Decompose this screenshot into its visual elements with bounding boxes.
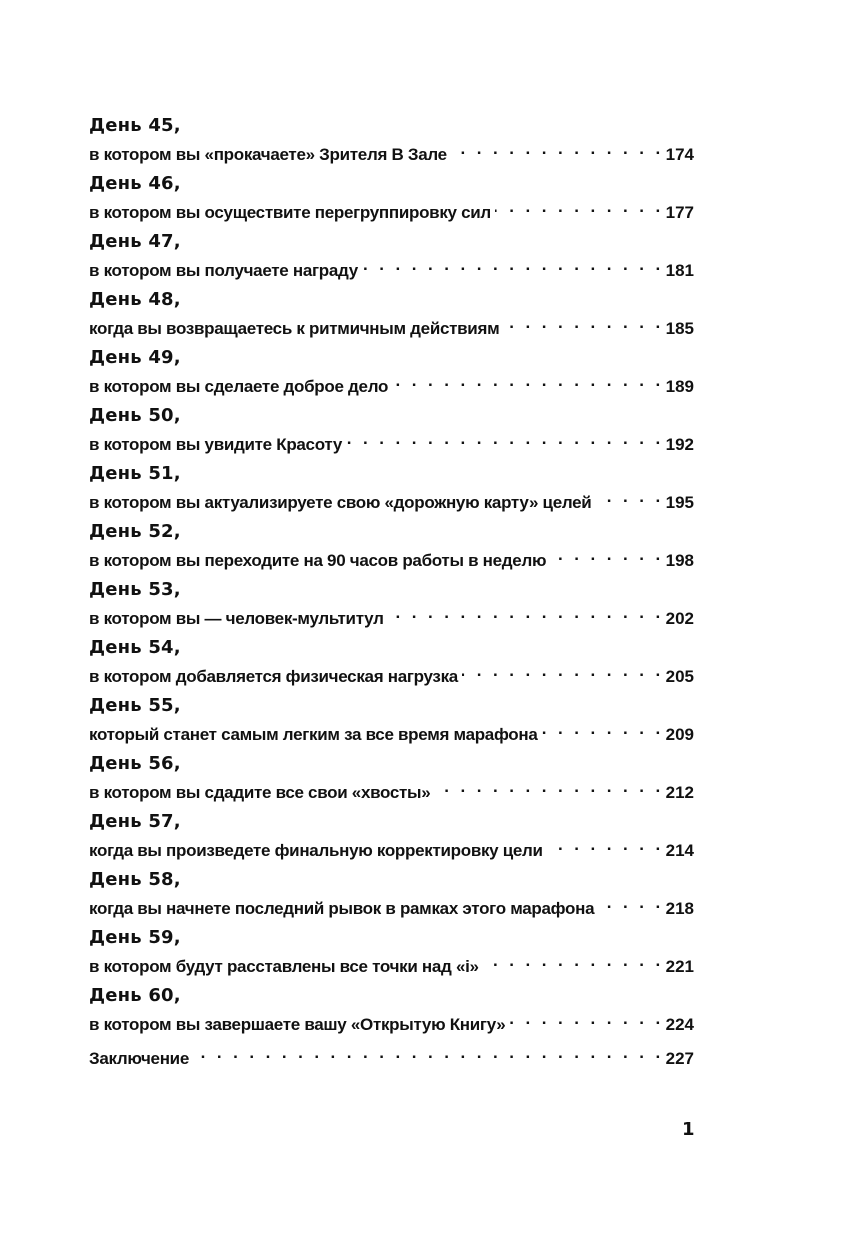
toc-entry-day-55[interactable] bbox=[89, 694, 694, 744]
toc-entry-day-60[interactable] bbox=[89, 984, 694, 1034]
toc-entry-day-51[interactable] bbox=[89, 462, 694, 512]
dot-leader bbox=[509, 1008, 663, 1030]
table-of-contents bbox=[89, 114, 694, 1076]
toc-entry-title: День 58, bbox=[89, 869, 181, 890]
toc-entry-line bbox=[89, 602, 694, 628]
dot-leader bbox=[550, 544, 663, 566]
toc-entry-day-53[interactable] bbox=[89, 578, 694, 628]
toc-entry-subtitle: в котором вы увидите Красоту bbox=[89, 435, 342, 454]
toc-entry-title: День 56, bbox=[89, 753, 181, 774]
toc-entry-line bbox=[89, 486, 694, 512]
toc-entry-page: 181 bbox=[665, 261, 694, 280]
toc-entry-subtitle: когда вы возвращаетесь к ритмичным действиям bbox=[89, 319, 500, 338]
toc-entry-day-48[interactable] bbox=[89, 288, 694, 338]
dot-leader bbox=[495, 196, 664, 218]
toc-entry-subtitle: в котором вы завершаете вашу «Открытую Книгу» bbox=[89, 1015, 506, 1034]
toc-entry-title: День 60, bbox=[89, 985, 181, 1006]
toc-entry-title: День 51, bbox=[89, 463, 181, 484]
toc-entry-title: День 49, bbox=[89, 347, 181, 368]
toc-entry-page: 202 bbox=[665, 609, 694, 628]
toc-entry-line bbox=[89, 312, 694, 338]
toc-entry-line bbox=[89, 950, 694, 976]
toc-entry-day-50[interactable] bbox=[89, 404, 694, 454]
toc-entry-page: 205 bbox=[665, 667, 694, 686]
toc-entry-page: 177 bbox=[665, 203, 694, 222]
toc-entry-page: 195 bbox=[665, 493, 694, 512]
toc-entry-title: День 46, bbox=[89, 173, 181, 194]
dot-leader bbox=[462, 660, 664, 682]
toc-entry-subtitle: когда вы произведете финальную корректировку цели bbox=[89, 841, 543, 860]
toc-entry-page: 214 bbox=[665, 841, 694, 860]
toc-entry-subtitle: который станет самым легким за все время марафона bbox=[89, 725, 538, 744]
toc-entry-subtitle: в котором будут расставлены все точки над «i» bbox=[89, 957, 479, 976]
toc-entry-day-47[interactable] bbox=[89, 230, 694, 280]
toc-entry-line bbox=[89, 370, 694, 396]
toc-entry-title: День 52, bbox=[89, 521, 181, 542]
dot-leader bbox=[434, 776, 663, 798]
toc-entry-subtitle: когда вы начнете последний рывок в рамках этого марафона bbox=[89, 899, 595, 918]
toc-entry-subtitle: в котором вы сделаете доброе дело bbox=[89, 377, 389, 396]
toc-entry-subtitle: Заключение bbox=[89, 1049, 189, 1068]
toc-entry-day-46[interactable] bbox=[89, 172, 694, 222]
toc-entry-line bbox=[89, 196, 694, 222]
toc-entry-page: 218 bbox=[665, 899, 694, 918]
toc-entry-day-59[interactable] bbox=[89, 926, 694, 976]
toc-entry-subtitle: в котором вы «прокачаете» Зрителя В Зале bbox=[89, 145, 447, 164]
toc-entry-page: 185 bbox=[665, 319, 694, 338]
toc-entry-day-45[interactable] bbox=[89, 114, 694, 164]
toc-entry-title: День 53, bbox=[89, 579, 181, 600]
dot-leader bbox=[451, 138, 664, 160]
toc-entry-subtitle: в котором вы переходите на 90 часов работы в неделю bbox=[89, 551, 547, 570]
toc-entry-title: День 45, bbox=[89, 115, 181, 136]
toc-entry-day-56[interactable] bbox=[89, 752, 694, 802]
toc-entry-conclusion[interactable] bbox=[89, 1042, 694, 1068]
toc-entry-subtitle: в котором вы сдадите все свои «хвосты» bbox=[89, 783, 431, 802]
dot-leader bbox=[483, 950, 664, 972]
toc-entry-title: День 55, bbox=[89, 695, 181, 716]
toc-entry-line bbox=[89, 138, 694, 164]
toc-entry-line bbox=[89, 892, 694, 918]
toc-entry-line bbox=[89, 718, 694, 744]
toc-entry-page: 221 bbox=[665, 957, 694, 976]
toc-entry-day-58[interactable] bbox=[89, 868, 694, 918]
toc-entry-title: День 59, bbox=[89, 927, 181, 948]
toc-entry-line bbox=[89, 254, 694, 280]
toc-entry-page: 198 bbox=[665, 551, 694, 570]
dot-leader bbox=[346, 428, 664, 450]
toc-entry-line bbox=[89, 776, 694, 802]
toc-entry-day-52[interactable] bbox=[89, 520, 694, 570]
page-number: 1 bbox=[682, 1119, 695, 1140]
toc-entry-line bbox=[89, 428, 694, 454]
toc-entry-subtitle: в котором вы осуществите перегруппировку сил bbox=[89, 203, 491, 222]
toc-entry-subtitle: в котором вы получаете награду bbox=[89, 261, 358, 280]
toc-entry-day-49[interactable] bbox=[89, 346, 694, 396]
toc-entry-title: День 54, bbox=[89, 637, 181, 658]
toc-entry-subtitle: в котором добавляется физическая нагрузка bbox=[89, 667, 458, 686]
toc-entry-title: День 48, bbox=[89, 289, 181, 310]
toc-entry-page: 212 bbox=[665, 783, 694, 802]
toc-entry-title: День 47, bbox=[89, 231, 181, 252]
toc-entry-line bbox=[89, 544, 694, 570]
toc-entry-page: 227 bbox=[665, 1049, 694, 1068]
dot-leader bbox=[547, 834, 664, 856]
dot-leader bbox=[542, 718, 664, 740]
toc-entry-line bbox=[89, 1042, 694, 1068]
toc-entry-page: 174 bbox=[665, 145, 694, 164]
dot-leader bbox=[388, 602, 664, 624]
toc-entry-title: День 57, bbox=[89, 811, 181, 832]
toc-entry-subtitle: в котором вы актуализируете свою «дорожную карту» целей bbox=[89, 493, 592, 512]
toc-entry-title: День 50, bbox=[89, 405, 181, 426]
toc-entry-page: 192 bbox=[665, 435, 694, 454]
toc-entry-subtitle: в котором вы — человек-мультитул bbox=[89, 609, 384, 628]
toc-entry-day-54[interactable] bbox=[89, 636, 694, 686]
toc-entry-page: 224 bbox=[665, 1015, 694, 1034]
dot-leader bbox=[595, 486, 663, 508]
dot-leader bbox=[503, 312, 663, 334]
dot-leader bbox=[193, 1042, 664, 1064]
toc-entry-page: 209 bbox=[665, 725, 694, 744]
dot-leader bbox=[392, 370, 664, 392]
toc-entry-day-57[interactable] bbox=[89, 810, 694, 860]
toc-entry-line bbox=[89, 834, 694, 860]
toc-entry-line bbox=[89, 660, 694, 686]
toc-entry-page: 189 bbox=[665, 377, 694, 396]
dot-leader bbox=[598, 892, 663, 914]
toc-entry-line bbox=[89, 1008, 694, 1034]
dot-leader bbox=[362, 254, 664, 276]
